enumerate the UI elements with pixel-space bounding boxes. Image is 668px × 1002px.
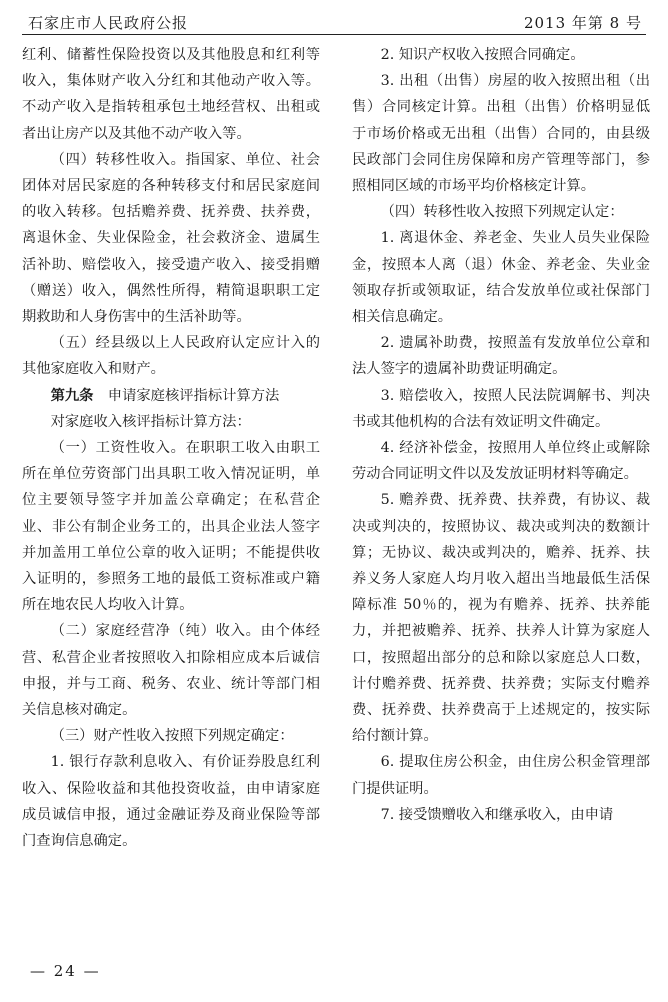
left-column bbox=[22, 42, 320, 854]
article-heading bbox=[22, 383, 320, 409]
paragraph: 3. 出租（出售）房屋的收入按照出租（出售）合同核定计算。出租（出售）价格明显低于市场价格或无出租（出售）合同的，由县级民政部门会同住房保障和房产管理等部门，参照相同区域的市场平均价格核定计算。 bbox=[352, 73, 650, 195]
right-column bbox=[352, 42, 650, 828]
paragraph: 7. 接受馈赠收入和继承收入，由申请 bbox=[380, 806, 614, 823]
paragraph: 2. 知识产权收入按照合同确定。 bbox=[380, 47, 585, 63]
paragraph: 6. 提取住房公积金，由住房公积金管理部门提供证明。 bbox=[352, 754, 650, 797]
paragraph: （五）经县级以上人民政府认定应计入的其他家庭收入和财产。 bbox=[22, 335, 320, 378]
page-number: — 24 — bbox=[30, 962, 101, 980]
paragraph: 1. 银行存款利息收入、有价证券股息红利收入、保险收益和其他投资收益，由申请家庭成员诚信申报，通过金融证券及商业保险等部门查询信息确定。 bbox=[22, 754, 320, 850]
issue-number: 2013 年第 8 号 bbox=[523, 14, 642, 32]
paragraph: 1. 离退休金、养老金、失业人员失业保险金，按照本人离（退）休金、养老金、失业金领取存折或领取证，结合发放单位或社保部门相关信息确定。 bbox=[352, 230, 650, 326]
paragraph: 2. 遗属补助费，按照盖有发放单位公章和法人签字的遗属补助费证明确定。 bbox=[352, 335, 650, 378]
paragraph: 4. 经济补偿金，按照用人单位终止或解除劳动合同证明文件以及发放证明材料等确定。 bbox=[352, 440, 650, 483]
paragraph: （一）工资性收入。在职职工收入由职工所在单位劳资部门出具职工收入情况证明，单位主要领导签字并加盖公章确定；在私营企业、非公有制企业务工的，出具企业法人签字并加盖用工单位公章的收入证明；不能提供收入证明的，参照务工地的最低工资标准或户籍所在地农民人均收入计算。 bbox=[22, 440, 320, 614]
paragraph: 对家庭收入核评指标计算方法： bbox=[50, 413, 251, 430]
article-number: 第九条 bbox=[50, 387, 94, 404]
paragraph: 3. 赔偿收入，按照人民法院调解书、判决书或其他机构的合法有效证明文件确定。 bbox=[352, 387, 650, 430]
gazette-title: 石家庄市人民政府公报 bbox=[28, 14, 189, 32]
paragraph: （四）转移性收入。指国家、单位、社会团体对居民家庭的各种转移支付和居民家庭间的收入转移。包括赡养费、抚养费、扶养费，离退休金、失业保险金，社会救济金、遗属生活补助、赔偿收入，接受遗产收入、接受捐赠（赠送）收入，偶然性所得，精简退职职工定期救助和人身伤害中的生活补助等。 bbox=[22, 151, 320, 326]
article-spacer bbox=[93, 388, 107, 404]
paragraph: （二）家庭经营净（纯）收入。由个体经营、私营企业者按照收入扣除相应成本后诚信申报，并与工商、税务、农业、统计等部门相关信息核对确定。 bbox=[22, 623, 320, 719]
article-title: 申请家庭核评指标计算方法 bbox=[107, 387, 280, 404]
paragraph: 5. 赡养费、抚养费、扶养费，有协议、裁决或判决的，按照协议、裁决或判决的数额计算；无协议、裁决或判决的，赡养、抚养、扶养义务人家庭人均月收入超出当地最低生活保障标准 50％的，视为有赡养、抚养、扶养能力，并把被赡养、抚养、扶养人计算为家庭人口，按照超出部分的总和除以家庭总人口数，计付赡养费、抚养费、扶养费；实际支付赡养费、抚养费、扶养费高于上述规定的，按实际给付额计算。 bbox=[352, 492, 650, 745]
paragraph: 红利、储蓄性保险投资以及其他股息和红利等收入，集体财产收入分红和其他动产收入等。不动产收入是指转租承包土地经营权、出租或者出让房产以及其他不动产收入等。 bbox=[22, 47, 320, 142]
paragraph: （四）转移性收入按照下列规定认定： bbox=[380, 204, 624, 221]
page-header bbox=[22, 8, 646, 35]
paragraph: （三）财产性收入按照下列规定确定： bbox=[50, 728, 294, 745]
